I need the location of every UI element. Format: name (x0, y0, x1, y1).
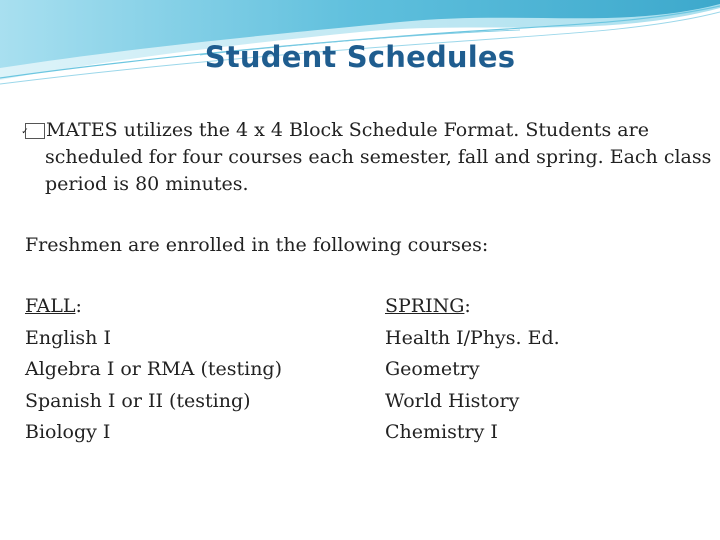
intro-text: MATES utilizes the 4 x 4 Block Schedule Format. Students are scheduled for four courses each semester, fall and spring. Each class period is 80 minutes. (45, 119, 712, 195)
freshmen-text: Freshmen are enrolled in the following courses: (25, 234, 489, 256)
list-item: Spanish I or II (testing) (25, 389, 251, 412)
checkbox-bullet-icon: ✓ (25, 123, 45, 139)
spring-course-list (385, 323, 705, 449)
list-item: Algebra I or RMA (testing) (25, 358, 283, 380)
spring-heading (385, 291, 705, 323)
list-item: Biology I (25, 421, 111, 443)
fall-colon: : (75, 295, 82, 317)
fall-heading (25, 291, 365, 323)
page-title: Student Schedules (204, 40, 516, 74)
intro-paragraph (21, 117, 720, 198)
fall-label: FALL (25, 295, 76, 317)
list-item: English I (25, 326, 111, 349)
spring-label: SPRING (385, 295, 465, 317)
list-item: Chemistry I (385, 421, 498, 443)
fall-course-list (25, 323, 365, 449)
list-item: Health I/Phys. Ed. (385, 326, 560, 349)
spring-colon: : (464, 295, 471, 317)
list-item: Geometry (385, 358, 480, 380)
list-item: World History (385, 389, 520, 412)
fall-courses-column (25, 291, 365, 449)
spring-courses-column (385, 291, 705, 449)
